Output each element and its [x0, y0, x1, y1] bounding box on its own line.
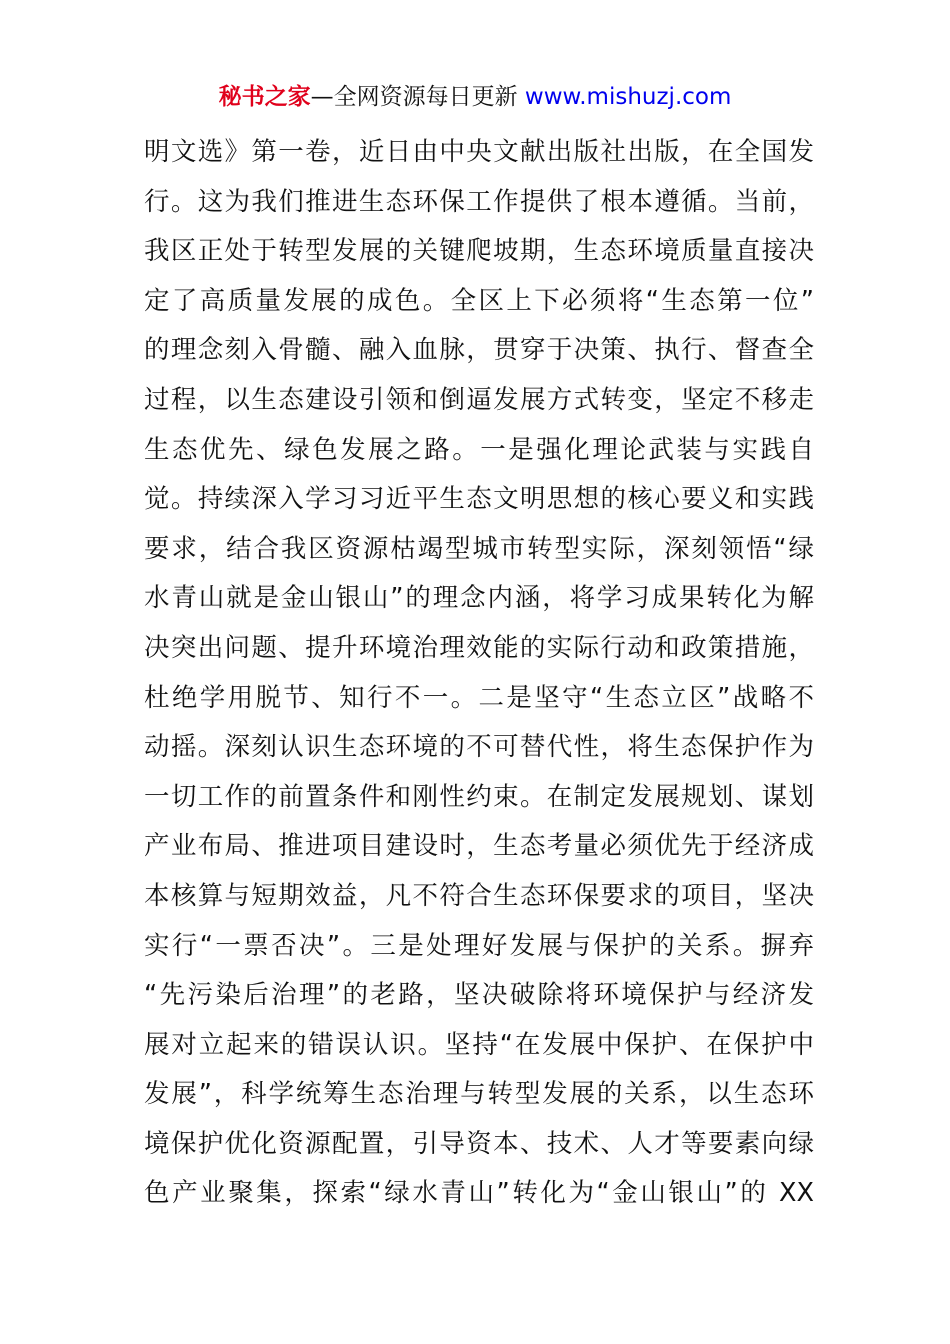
site-brand: 秘书之家 — [218, 84, 311, 110]
text-line: 杜绝学用脱节、知行不一。二是坚守“生态立区”战略不 — [144, 682, 814, 713]
text-line: 境保护优化资源配置，引导资本、技术、人才等要素向绿 — [144, 1128, 814, 1159]
text-line: 本核算与短期效益，凡不符合生态环保要求的项目，坚决 — [144, 880, 814, 911]
page-header — [0, 80, 950, 114]
text-line: 的理念刻入骨髓、融入血脉，贯穿于决策、执行、督查全 — [144, 335, 814, 366]
site-url-link[interactable]: www.mishuzj.com — [524, 84, 732, 110]
text-line: 一切工作的前置条件和刚性约束。在制定发展规划、谋划 — [144, 781, 814, 812]
text-line: 觉。持续深入学习习近平生态文明思想的核心要义和实践 — [144, 484, 814, 515]
text-line: 实行“一票否决”。三是处理好发展与保护的关系。摒弃 — [144, 930, 814, 961]
text-line: 动摇。深刻认识生态环境的不可替代性，将生态保护作为 — [144, 732, 814, 763]
text-line: 展对立起来的错误认识。坚持“在发展中保护、在保护中 — [144, 1029, 814, 1060]
body-text — [144, 128, 814, 1219]
text-line: 行。这为我们推进生态环保工作提供了根本遵循。当前， — [144, 186, 814, 217]
text-line: 我区正处于转型发展的关键爬坡期，生态环境质量直接决 — [144, 236, 814, 267]
text-line: 生态优先、绿色发展之路。一是强化理论武装与实践自 — [144, 434, 814, 465]
text-line: 色产业聚集，探索“绿水青山”转化为“金山银山”的 XX — [144, 1178, 814, 1209]
text-line: “先污染后治理”的老路，坚决破除将环境保护与经济发 — [144, 980, 814, 1011]
text-line: 要求，结合我区资源枯竭型城市转型实际，深刻领悟“绿 — [144, 533, 814, 564]
text-line: 产业布局、推进项目建设时，生态考量必须优先于经济成 — [144, 831, 814, 862]
text-line: 发展”，科学统筹生态治理与转型发展的关系，以生态环 — [144, 1079, 814, 1110]
text-line: 明文选》第一卷，近日由中央文献出版社出版，在全国发 — [144, 137, 814, 167]
text-line: 过程，以生态建设引领和倒逼发展方式转变，坚定不移走 — [144, 384, 814, 415]
text-line: 定了高质量发展的成色。全区上下必须将“生态第一位” — [144, 285, 814, 316]
text-line: 决突出问题、提升环境治理效能的实际行动和政策措施， — [144, 632, 814, 663]
site-slogan: —全网资源每日更新 — [310, 84, 525, 110]
text-line: 水青山就是金山银山”的理念内涵，将学习成果转化为解 — [144, 583, 814, 614]
